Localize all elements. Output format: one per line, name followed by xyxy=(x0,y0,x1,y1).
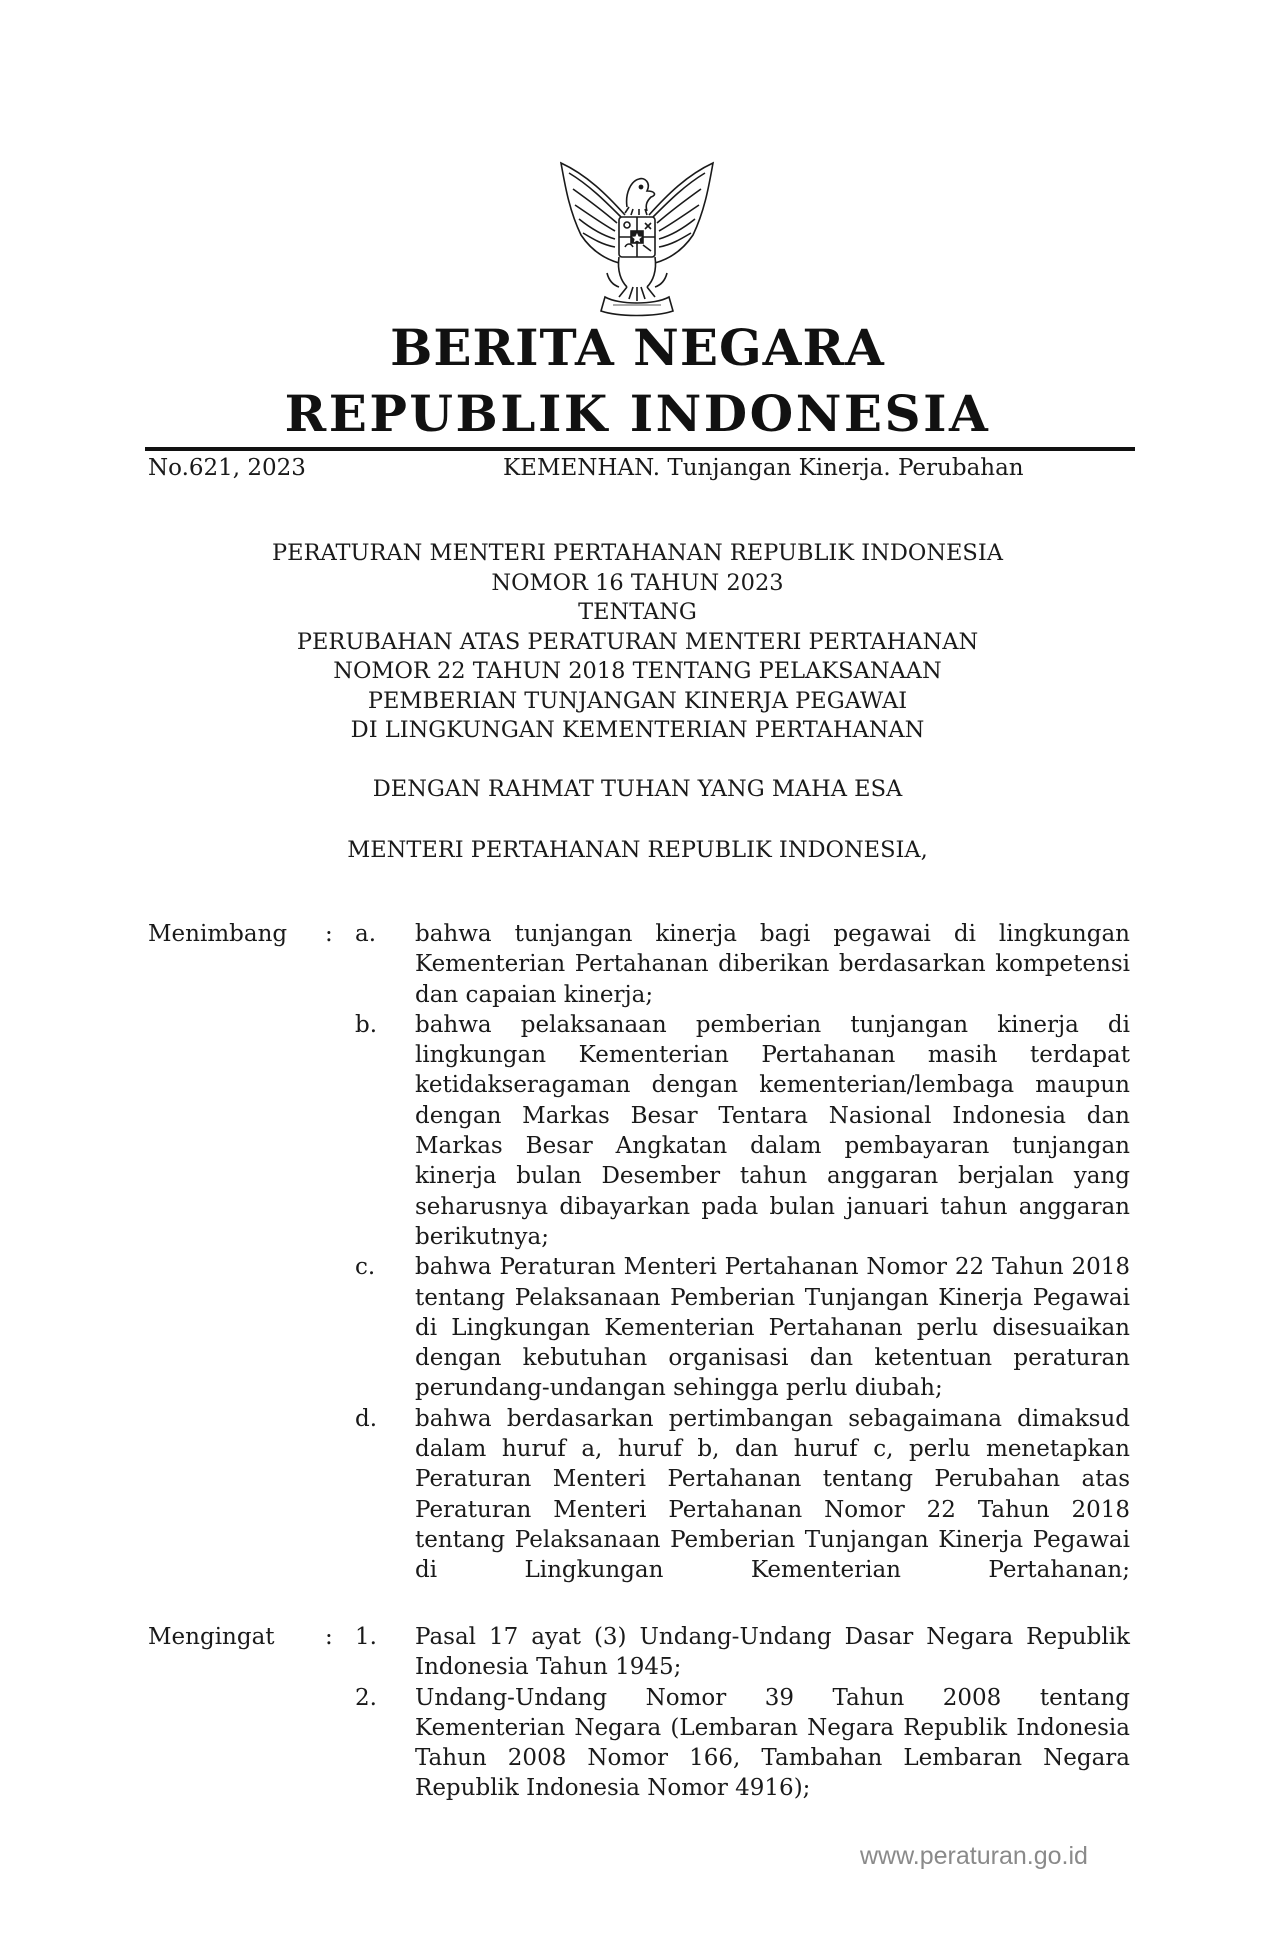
item-text: bahwa tunjangan kinerja bagi pegawai di lingkungan Kementerian Pertahanan diberikan berdasarkan kompetensi dan capaian kinerja; xyxy=(415,921,1130,1008)
heading-line: PERUBAHAN ATAS PERATURAN MENTERI PERTAHANAN xyxy=(296,628,979,655)
section-colon: : xyxy=(325,1624,333,1650)
gazette-number: No.621, 2023 xyxy=(148,455,306,481)
gazette-title-line2: REPUBLIK INDONESIA xyxy=(284,384,991,443)
item-text: bahwa berdasarkan pertimbangan sebagaimana dimaksud dalam huruf a, huruf b, dan huruf c, perlu menetapkan Peraturan Menteri Pertahanan tentang Perubahan atas Peraturan Menteri Pertahanan Nomor 22 Tahun 2018 tentang Pelaksanaan Pemberian Tunjangan Kinerja Pegawai di Lingkungan Kementerian Pertahanan; xyxy=(415,1405,1130,1584)
item-marker: b. xyxy=(355,1011,378,1038)
list-item xyxy=(0,1404,1275,1586)
footer-url-link[interactable]: www.peraturan.go.id xyxy=(860,1842,1088,1870)
menimbang-section xyxy=(0,919,1275,1586)
item-marker: 1. xyxy=(355,1624,377,1650)
list-item xyxy=(0,1622,1275,1683)
item-marker: d. xyxy=(355,1405,378,1432)
issuer-text: MENTERI PERTAHANAN REPUBLIK INDONESIA, xyxy=(347,837,928,863)
item-marker: 2. xyxy=(355,1684,377,1711)
issuer xyxy=(0,836,1275,866)
heading-line: PERATURAN MENTERI PERTAHANAN REPUBLIK INDONESIA xyxy=(272,540,1003,566)
list-item xyxy=(0,919,1275,1010)
mengingat-section xyxy=(0,1622,1275,1804)
garuda-emblem-icon xyxy=(547,155,727,320)
invocation-text: DENGAN RAHMAT TUHAN YANG MAHA ESA xyxy=(372,776,903,802)
item-text: bahwa Peraturan Menteri Pertahanan Nomor 22 Tahun 2018 tentang Pelaksanaan Pemberian Tunjangan Kinerja Pegawai di Lingkungan Kementerian Pertahanan perlu disesuaikan dengan kebutuhan organisasi dan ketentuan peraturan perundang-undangan sehingga perlu diubah; xyxy=(415,1254,1130,1402)
list-item xyxy=(0,1252,1275,1403)
section-label: Menimbang xyxy=(148,921,288,947)
section-colon: : xyxy=(325,921,333,947)
gazette-topic: KEMENHAN. Tunjangan Kinerja. Perubahan xyxy=(503,455,1024,481)
heading-line: DI LINGKUNGAN KEMENTERIAN PERTAHANAN xyxy=(350,717,925,743)
gazette-title-line1: BERITA NEGARA xyxy=(390,318,885,377)
header-divider xyxy=(145,447,1135,451)
list-item xyxy=(0,1010,1275,1252)
item-marker: c. xyxy=(355,1254,376,1281)
regulation-heading xyxy=(0,539,1275,746)
item-text: Pasal 17 ayat (3) Undang-Undang Dasar Negara Republik Indonesia Tahun 1945; xyxy=(415,1624,1130,1681)
item-marker: a. xyxy=(355,921,377,947)
item-text: Undang-Undang Nomor 39 Tahun 2008 tentang Kementerian Negara (Lembaran Negara Republik Indonesia Tahun 2008 Nomor 166, Tambahan Lembaran Negara Republik Indonesia Nomor 4916); xyxy=(415,1684,1130,1802)
heading-line: PEMBERIAN TUNJANGAN KINERJA PEGAWAI xyxy=(367,687,908,714)
item-text: bahwa pelaksanaan pemberian tunjangan kinerja di lingkungan Kementerian Pertahanan masih terdapat ketidakseragaman dengan kementerian/lembaga maupun dengan Markas Besar Tentara Nasional Indonesia dan Markas Besar Angkatan dalam pembayaran tunjangan kinerja bulan Desember tahun anggaran berjalan yang seharusnya dibayarkan pada bulan januari tahun anggaran berikutnya; xyxy=(415,1011,1130,1250)
heading-line: NOMOR 22 TAHUN 2018 TENTANG PELAKSANAAN xyxy=(333,658,942,684)
section-label: Mengingat xyxy=(148,1624,275,1650)
heading-line: NOMOR 16 TAHUN 2023 xyxy=(491,569,784,596)
list-item xyxy=(0,1683,1275,1804)
invocation xyxy=(0,775,1275,805)
heading-line: TENTANG xyxy=(578,599,697,625)
